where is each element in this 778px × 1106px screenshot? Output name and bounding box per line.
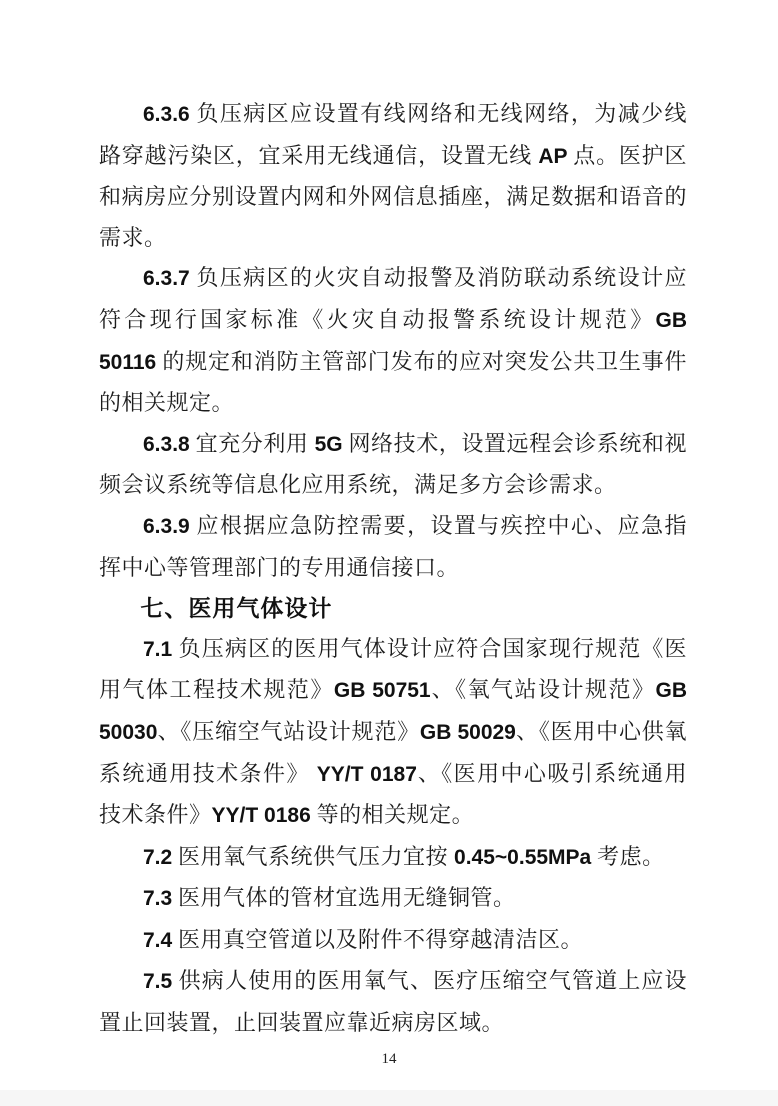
latin-text-run: GB 50116 (99, 308, 687, 374)
body-paragraph: 7.1 负压病区的医用气体设计应符合国家现行规范《医用气体工程技术规范》GB 50751、《氧气站设计规范》GB 50030、《压缩空气站设计规范》GB 50029、《医用中心供氧系统通用技术条件》 YY/T 0187、《医用中心吸引系统通用技术条件》YY/T 0186 等的相关规定。 (99, 635, 687, 828)
body-paragraph: 7.4 医用真空管道以及附件不得穿越清洁区。 (143, 926, 584, 952)
latin-text-run: 0.45~0.55MPa (454, 845, 598, 869)
latin-text-run: 5G (314, 432, 349, 456)
page-number: 14 (381, 1051, 397, 1067)
latin-text-run: 7.4 (143, 928, 179, 952)
section-heading: 七、医用气体设计 (140, 595, 333, 622)
latin-text-run: 6.3.7 (143, 267, 197, 291)
latin-text-run: GB 50029 (419, 720, 516, 744)
body-paragraph: 7.3 医用气体的管材宜选用无缝铜管。 (143, 885, 516, 911)
latin-text-run: AP (538, 144, 574, 168)
latin-text-run: 7.1 (143, 637, 179, 661)
latin-text-run: GB 50030 (99, 679, 687, 744)
body-paragraph: 6.3.9 应根据应急防控需要，设置与疾控中心、应急指挥中心等管理部门的专用通信接口。 (99, 512, 687, 580)
latin-text-run: YY/T 0187 (316, 762, 417, 786)
body-paragraph: 7.2 医用氧气系统供气压力宜按 0.45~0.55MPa 考虑。 (143, 843, 665, 869)
latin-text-run: 7.5 (143, 970, 179, 994)
body-paragraph: 6.3.8 宜充分利用 5G 网络技术，设置远程会诊系统和视频会议系统等信息化应用系统，满足多方会诊需求。 (99, 430, 687, 498)
document-body (99, 94, 687, 1044)
footer-strip (0, 1090, 778, 1106)
latin-text-run: 6.3.9 (143, 514, 197, 538)
body-paragraph: 6.3.7 负压病区的火灾自动报警及消防联动系统设计应符合现行国家标准《火灾自动报警系统设计规范》GB 50116 的规定和消防主管部门发布的应对突发公共卫生事件的相关规定。 (99, 265, 687, 416)
latin-text-run: 7.2 (143, 845, 179, 869)
latin-text-run: YY/T 0186 (211, 804, 317, 828)
latin-text-run: 6.3.6 (143, 103, 197, 126)
latin-text-run: GB 50751 (333, 679, 431, 703)
latin-text-run: 7.3 (143, 887, 179, 911)
body-paragraph: 6.3.6 负压病区应设置有线网络和无线网络，为减少线路穿越污染区，宜采用无线通信，设置无线 AP 点。医护区和病房应分别设置内网和外网信息插座，满足数据和语音的需求。 (99, 101, 687, 250)
latin-text-run: 6.3.8 (143, 432, 196, 456)
body-paragraph: 7.5 供病人使用的医用氧气、医疗压缩空气管道上应设置止回装置，止回装置应靠近病房区域。 (99, 968, 687, 1036)
